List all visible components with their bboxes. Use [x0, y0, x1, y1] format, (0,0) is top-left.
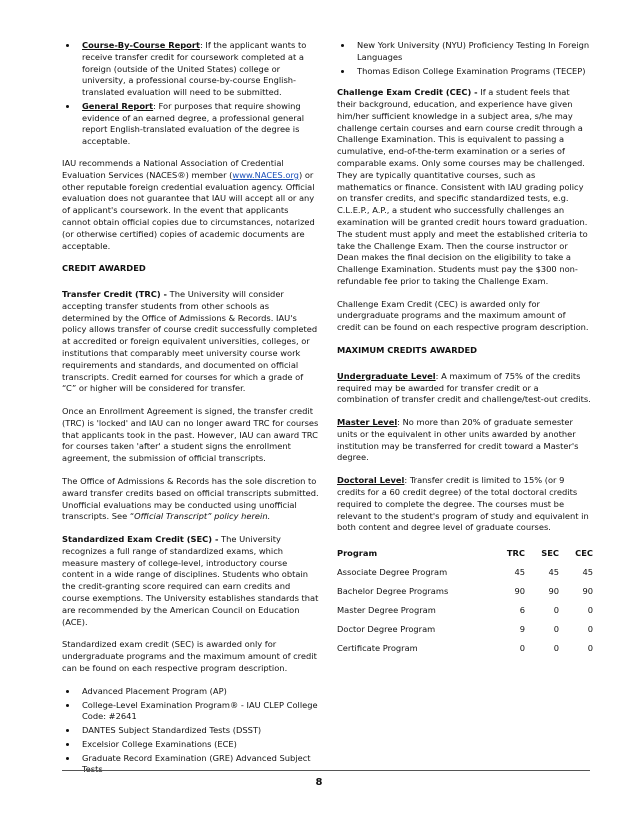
table-header-row: [337, 545, 593, 563]
sec-text: The University recognizes a full range of standardized exams, which measure mastery of college-level, introductory course content in a wide range of disciplines. Students who obtain the credit-granting score required can earn credits and course exemptions. The University establishes standards that are recommended by the American Council on Education (ACE).: [62, 534, 319, 627]
cec-awarded-paragraph: Challenge Exam Credit (CEC) is awarded only for undergraduate programs and the maximum amount of credit can be found on each respective program description.: [337, 298, 589, 333]
list-item: • Thomas Edison College Examination Programs (TECEP): [353, 66, 591, 78]
header-program: Program: [337, 548, 378, 559]
credits-table: [337, 545, 593, 658]
exam-list-continued: [337, 40, 591, 77]
cell-cec: 90: [582, 585, 593, 596]
cell-sec: 0: [553, 642, 559, 653]
cell-trc: 90: [514, 585, 525, 596]
course-by-course-text: : If the applicant wants to receive transfer credit for coursework completed at a foreign (outside of the United States) college or university, a professional course-by-course English-translated evaluation will need to be submitted.: [82, 40, 307, 98]
naces-text-before: IAU recommends a National Association of Credential Evaluation Services (NACES®) member (: [62, 158, 284, 180]
cec-paragraph: [337, 87, 591, 287]
right-column: [337, 40, 591, 658]
list-item: • New York University (NYU) Proficiency Testing In Foreign Languages: [353, 40, 591, 64]
master-term: Master Level: [337, 417, 398, 428]
general-report-text: : For purposes that require showing evidence of an earned degree, a professional general report English-translated evaluation of the degree is acceptable.: [82, 100, 305, 147]
cell-cec: 0: [587, 642, 593, 653]
list-item: [78, 101, 319, 148]
naces-text-after: ) or other reputable foreign credential evaluation agency. Official evaluation does not guarantee that IAU will accept all or any of applicant's coursework. In the event that applicants cannot obtain official copies due to circumstances, notarized (or otherwise certified) copies of academic documents are acceptable.: [62, 169, 315, 251]
office-text: The Office of Admissions & Records has the sole discretion to award transfer credits based on official transcripts submitted. Unofficial evaluations may be conducted using unofficial transcripts. See “: [62, 476, 319, 522]
trc-text: The University will consider accepting transfer students from other schools as determined by the Office of Admissions & Records. IAU's policy allows transfer of course credit successfully completed at accredited or foreign equivalent universities, colleges, or institutions that comparably meet university course work requirements and standards, and documented on official transcripts. Credit earned for courses for which a grade of “C” or higher will be considered for transfer.: [62, 289, 318, 394]
trc-paragraph: [62, 289, 319, 395]
undergraduate-term: Undergraduate Level: [337, 370, 436, 381]
office-italic: Official Transcript” policy herein.: [134, 511, 271, 522]
header-trc: TRC: [506, 548, 525, 559]
sec-paragraph: [62, 534, 319, 628]
cell-program: Bachelor Degree Programs: [337, 585, 449, 596]
evaluation-type-list: [62, 40, 319, 148]
list-item: • Graduate Record Examination (GRE) Advanced Subject Tests: [78, 753, 319, 777]
master-paragraph: [337, 417, 591, 464]
doctoral-term: Doctoral Level: [337, 475, 405, 486]
naces-link[interactable]: www.NACES.org: [232, 169, 299, 180]
cell-trc: 0: [519, 642, 525, 653]
trc-term: Transfer Credit (TRC) -: [62, 289, 167, 300]
cell-sec: 0: [553, 623, 559, 634]
cell-trc: 45: [514, 566, 525, 577]
general-report-term: General Report: [82, 100, 154, 111]
doctoral-text: : Transfer credit is limited to 15% (or 9 credits for a 60 credit degree) of the total doctoral credits required to complete the degree. The courses must be relevant to the student's program of study and equivalent in both content and degree level of graduate courses.: [337, 475, 589, 533]
list-item: • Advanced Placement Program (AP): [78, 686, 319, 698]
office-paragraph: [62, 476, 319, 523]
table-row: [337, 639, 593, 658]
left-column: [62, 40, 319, 786]
header-sec: SEC: [541, 548, 559, 559]
list-item: • DANTES Subject Standardized Tests (DSST): [78, 725, 319, 737]
page-number: 8: [315, 777, 323, 788]
list-item: • Excelsior College Examinations (ECE): [78, 739, 319, 751]
footer-divider: [62, 770, 590, 771]
enrollment-paragraph: Once an Enrollment Agreement is signed, the transfer credit (TRC) is 'locked' and IAU can no longer award TRC for courses that applicants took in the past. However, IAU can award TRC for courses taken 'after' a student signs the enrollment agreement, the submission of official transcripts.: [62, 406, 319, 464]
table-row: [337, 620, 593, 639]
cell-cec: 0: [587, 623, 593, 634]
cell-cec: 0: [587, 604, 593, 615]
undergraduate-text: : A maximum of 75% of the credits required may be awarded for transfer credit or a combination of transfer credit and challenge/test-out credits.: [337, 370, 591, 405]
cell-program: Certificate Program: [337, 642, 418, 653]
sec-awarded-paragraph: Standardized exam credit (SEC) is awarded only for undergraduate programs and the maximum amount of credit can be found on each respective program description.: [62, 639, 317, 673]
cell-trc: 6: [519, 604, 525, 615]
cec-text: If a student feels that their background, education, and experience have given him/her sufficient knowledge in a subject area, s/he may challenge certain courses and earn course credit through a Challenge Examination. This is equivalent to passing a cumulative, end-of-the-term examination or a series of comparable exams. Only some courses may be challenged. They are typically quantitative courses, such as mathematics or finance. Consistent with IAU grading policy on transfer credits, and specific standardized tests, e.g. C.L.E.P., A.P., a student who successfully challenges an examination will be granted credit hours toward graduation. The student must apply and meet the established criteria to take the Challenge Exam. Then the course instructor or Dean makes the final decision on the eligibility to take a Challenge Examination. Students must pay the $300 non-refundable fee prior to taking the Challenge Exam.: [337, 87, 588, 286]
table-row: [337, 563, 593, 582]
cell-sec: 90: [548, 585, 559, 596]
cell-cec: 45: [582, 566, 593, 577]
cell-trc: 9: [519, 623, 525, 634]
cell-program: Doctor Degree Program: [337, 623, 436, 634]
table-row: [337, 582, 593, 601]
cell-sec: 45: [548, 566, 559, 577]
cell-program: Master Degree Program: [337, 604, 436, 615]
cell-sec: 0: [553, 604, 559, 615]
list-item: • College-Level Examination Program® - IAU CLEP College Code: #2641: [78, 700, 319, 724]
header-cec: CEC: [575, 548, 593, 559]
credit-awarded-heading: CREDIT AWARDED: [62, 263, 146, 274]
cec-term: Challenge Exam Credit (CEC) -: [337, 87, 478, 98]
naces-paragraph: [62, 158, 319, 252]
doctoral-paragraph: [337, 475, 591, 534]
course-by-course-term: Course-By-Course Report: [82, 40, 200, 50]
cell-program: Associate Degree Program: [337, 566, 448, 577]
exam-list: [62, 686, 319, 776]
list-item: [78, 40, 319, 99]
table-row: [337, 601, 593, 620]
undergraduate-paragraph: [337, 371, 591, 406]
sec-term: Standardized Exam Credit (SEC) -: [62, 534, 219, 545]
master-text: : No more than 20% of graduate semester units or the equivalent in other units awarded by another institution may be transferred for credit toward a Master's degree.: [337, 417, 579, 463]
maximum-credits-heading: MAXIMUM CREDITS AWARDED: [337, 344, 478, 355]
